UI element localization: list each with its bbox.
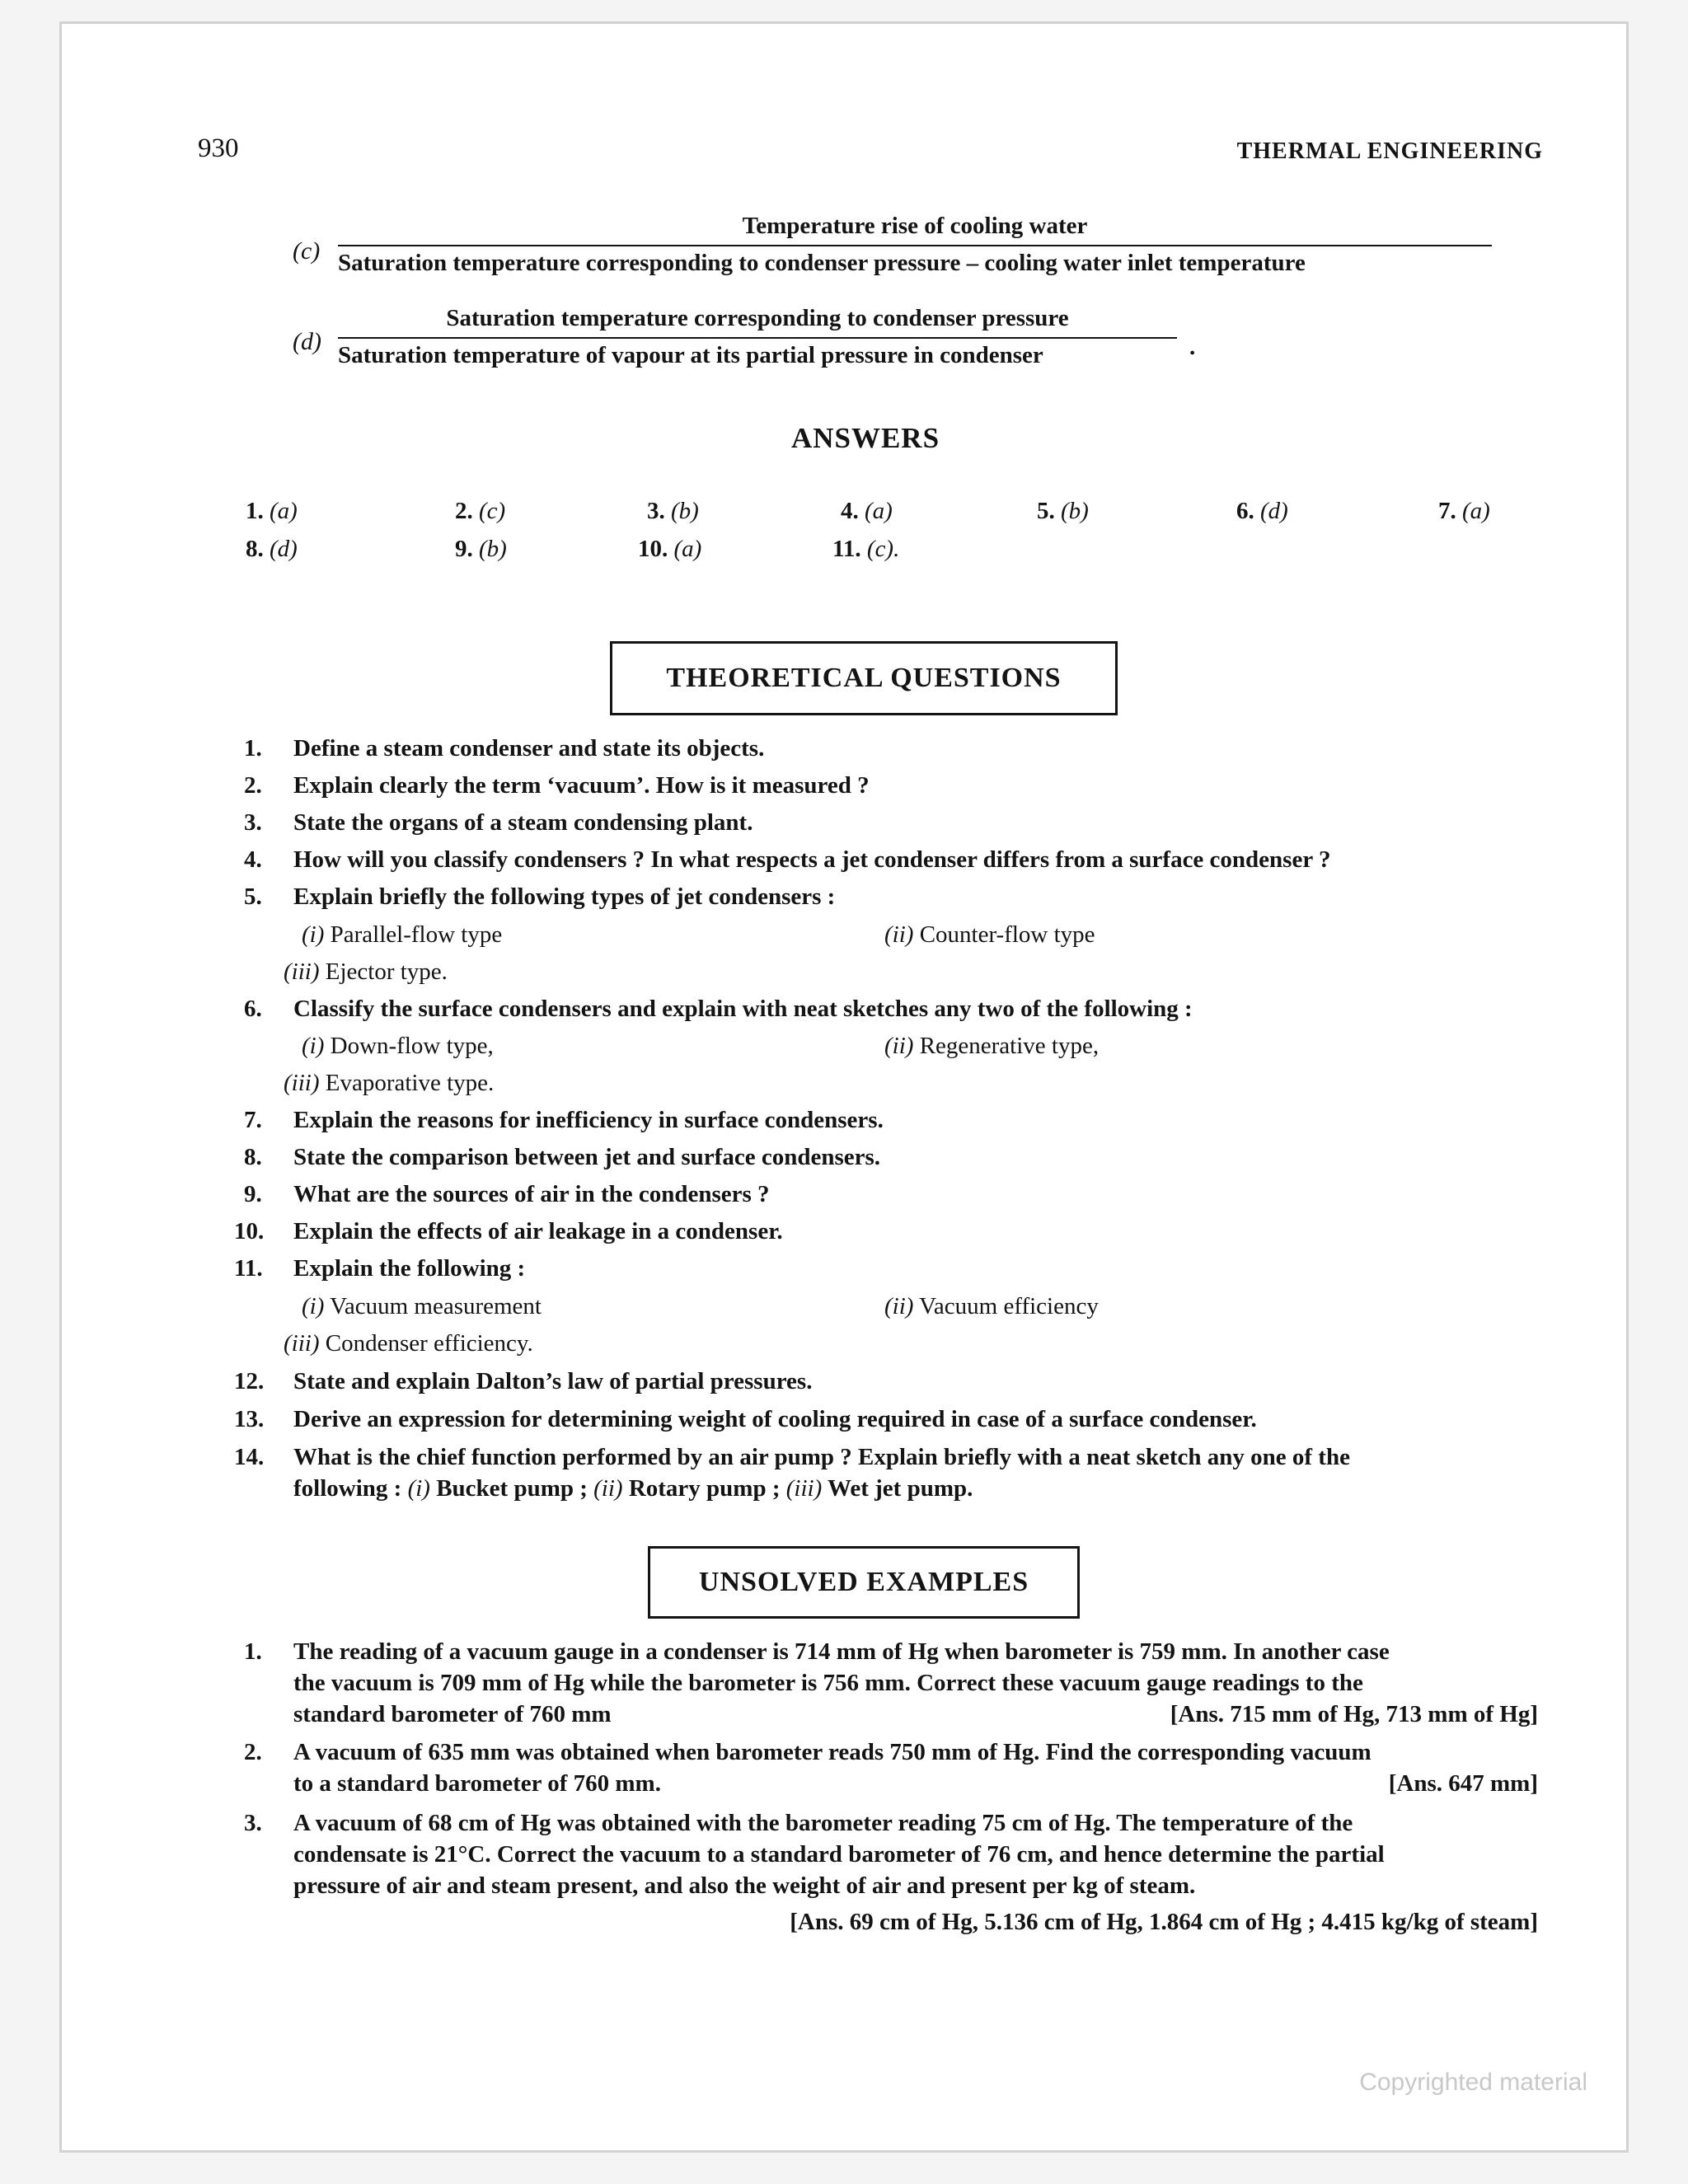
answer-item: 9. (b) <box>455 536 507 562</box>
question-text: Derive an expression for determining weight of cooling required in case of a surface condenser. <box>293 1406 1257 1432</box>
example-answer: [Ans. 715 mm of Hg, 713 mm of Hg] <box>1170 1701 1538 1727</box>
option-c-denominator: Saturation temperature corresponding to condenser pressure – cooling water inlet temperature <box>338 250 1306 276</box>
example-text: to a standard barometer of 760 mm. <box>293 1770 661 1797</box>
example-number: 3. <box>244 1810 262 1836</box>
question-text: How will you classify condensers ? In what respects a jet condenser differs from a surface condenser ? <box>293 846 1331 873</box>
example-text: The reading of a vacuum gauge in a condenser is 714 mm of Hg when barometer is 759 mm. In another case <box>293 1638 1390 1665</box>
question-number: 12. <box>234 1368 265 1394</box>
example-answer: [Ans. 647 mm] <box>1388 1770 1538 1797</box>
sub-item: (iii) Ejector type. <box>284 958 448 985</box>
answer-item: 2. (c) <box>455 498 506 524</box>
answer-item: 3. (b) <box>647 498 699 524</box>
sub-item: (iii) Evaporative type. <box>284 1070 495 1096</box>
sub-item: (i) Parallel-flow type <box>302 921 503 948</box>
question-number: 11. <box>234 1255 263 1282</box>
question-text: State the comparison between jet and surface condensers. <box>293 1144 881 1170</box>
question-text: Explain the following : <box>293 1255 526 1282</box>
question-number: 9. <box>244 1181 262 1207</box>
sub-item: (i) Down-flow type, <box>302 1033 494 1059</box>
question-number: 10. <box>234 1218 265 1244</box>
question-number: 13. <box>234 1406 265 1432</box>
option-c-label: (c) <box>293 237 321 265</box>
answer-item: 4. (a) <box>841 498 893 524</box>
question-text: Explain briefly the following types of jet condensers : <box>293 883 836 910</box>
question-text: Classify the surface condensers and explain with neat sketches any two of the following : <box>293 996 1193 1022</box>
question-text: Explain the effects of air leakage in a condenser. <box>293 1218 783 1244</box>
answer-item: 8. (d) <box>246 536 298 562</box>
question-number: 7. <box>244 1107 262 1133</box>
option-d-denominator: Saturation temperature of vapour at its partial pressure in condenser <box>338 342 1043 368</box>
question-number: 1. <box>244 735 262 762</box>
option-c-numerator: Temperature rise of cooling water <box>742 213 1088 239</box>
example-text: the vacuum is 709 mm of Hg while the barometer is 756 mm. Correct these vacuum gauge readings to the <box>293 1670 1363 1696</box>
question-number: 4. <box>244 846 262 873</box>
answers-heading: ANSWERS <box>790 422 940 454</box>
question-number: 3. <box>244 809 262 836</box>
option-c-fraction <box>338 213 1492 277</box>
option-d-suffix: . <box>1189 334 1196 360</box>
option-d-label: (d) <box>293 328 321 355</box>
question-text: State the organs of a steam condensing plant. <box>293 809 753 836</box>
question-number: 14. <box>234 1444 265 1470</box>
sub-item: (i) Vacuum measurement <box>302 1293 542 1319</box>
question-text: State and explain Dalton’s law of partial pressures. <box>293 1368 813 1394</box>
question-text: following : (i) Bucket pump ; (ii) Rotary pump ; (iii) Wet jet pump. <box>293 1475 973 1502</box>
answer-item: 5. (b) <box>1037 498 1089 524</box>
answer-item: 6. (d) <box>1236 498 1288 524</box>
example-text: standard barometer of 760 mm <box>293 1701 612 1727</box>
option-d-fraction <box>338 305 1177 369</box>
example-text: pressure of air and steam present, and also the weight of air and present per kg of steam. <box>293 1872 1196 1899</box>
example-number: 2. <box>244 1739 262 1765</box>
question-text: Explain clearly the term ‘vacuum’. How is it measured ? <box>293 772 870 799</box>
sub-item: (ii) Vacuum efficiency <box>884 1293 1099 1319</box>
answer-item: 10. (a) <box>638 536 702 562</box>
question-number: 8. <box>244 1144 262 1170</box>
question-number: 5. <box>244 883 262 910</box>
theoretical-questions-heading: THEORETICAL QUESTIONS <box>610 641 1118 715</box>
example-text: A vacuum of 635 mm was obtained when barometer reads 750 mm of Hg. Find the corresponding vacuum <box>293 1739 1372 1765</box>
answer-item: 1. (a) <box>246 498 298 524</box>
question-text: What is the chief function performed by an air pump ? Explain briefly with a neat sketch any one of the <box>293 1444 1350 1470</box>
question-number: 2. <box>244 772 262 799</box>
page-number: 930 <box>198 134 239 163</box>
example-number: 1. <box>244 1638 262 1665</box>
option-d-numerator: Saturation temperature corresponding to condenser pressure <box>446 305 1069 331</box>
unsolved-examples-heading: UNSOLVED EXAMPLES <box>648 1546 1080 1619</box>
example-answer: [Ans. 69 cm of Hg, 5.136 cm of Hg, 1.864 cm of Hg ; 4.415 kg/kg of steam] <box>790 1909 1538 1935</box>
sub-item: (ii) Counter-flow type <box>884 921 1095 948</box>
fraction-bar <box>338 245 1492 246</box>
answer-item: 11. (c). <box>832 536 900 562</box>
example-text: A vacuum of 68 cm of Hg was obtained with the barometer reading 75 cm of Hg. The temperature of the <box>293 1810 1353 1836</box>
example-text: condensate is 21°C. Correct the vacuum to a standard barometer of 76 cm, and hence determine the partial <box>293 1841 1385 1868</box>
copyright-watermark: Copyrighted material <box>1359 2069 1587 2096</box>
question-number: 6. <box>244 996 262 1022</box>
fraction-bar <box>338 337 1177 339</box>
running-header: THERMAL ENGINEERING <box>1236 138 1543 164</box>
sub-item: (iii) Condenser efficiency. <box>284 1330 533 1357</box>
sub-item: (ii) Regenerative type, <box>884 1033 1100 1059</box>
question-text: Explain the reasons for inefficiency in surface condensers. <box>293 1107 884 1133</box>
question-text: What are the sources of air in the condensers ? <box>293 1181 770 1207</box>
question-text: Define a steam condenser and state its objects. <box>293 735 765 762</box>
answer-item: 7. (a) <box>1438 498 1490 524</box>
